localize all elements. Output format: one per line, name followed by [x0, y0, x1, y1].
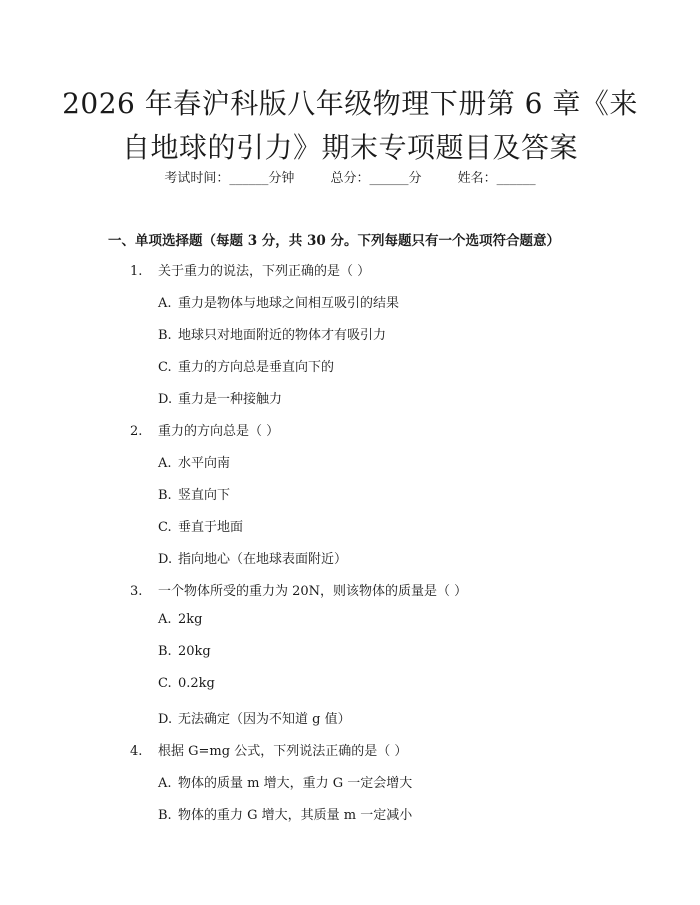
option-letter: A.: [158, 776, 172, 791]
option-text: 地球只对地面附近的物体才有吸引力: [178, 328, 387, 343]
option-letter: C.: [158, 360, 172, 375]
exam-info-row: [0, 167, 700, 186]
option-text: 水平向南: [178, 456, 231, 471]
total-score-field: 总分：______分: [330, 171, 422, 186]
document-title: 2026 年春沪科版八年级物理下册第 6 章《来自地球的引力》期末专项题目及答案: [62, 87, 638, 164]
question-text: 根据 G=mg 公式，下列说法正确的是（ ）: [158, 744, 408, 759]
option-letter: B.: [158, 328, 172, 343]
question-3: [130, 580, 467, 599]
section-heading: 一、单项选择题（每题 3 分，共 30 分。下列每题只有一个选项符合题意）: [108, 233, 560, 249]
option-text: 物体的重力 G 增大，其质量 m 一定减小: [178, 808, 413, 823]
option-1a: [158, 292, 399, 311]
option-2b: [158, 484, 230, 503]
option-2a: [158, 452, 230, 471]
option-text: 物体的质量 m 增大，重力 G 一定会增大: [178, 776, 413, 791]
option-3b: [158, 644, 211, 659]
option-text: 重力的方向总是垂直向下的: [178, 360, 335, 375]
question-text: 重力的方向总是（ ）: [158, 424, 280, 439]
option-text: 2kg: [178, 612, 203, 627]
option-letter: D.: [158, 552, 173, 567]
option-1d: [158, 388, 282, 407]
option-letter: B.: [158, 808, 172, 823]
option-2d: [158, 548, 347, 567]
question-number: 1.: [130, 264, 143, 279]
option-3c: [158, 676, 215, 691]
option-letter: A.: [158, 612, 172, 627]
student-name-field: 姓名：______: [457, 171, 536, 186]
question-1: [130, 260, 370, 279]
option-letter: B.: [158, 488, 172, 503]
option-4a: [158, 772, 412, 791]
option-letter: D.: [158, 392, 173, 407]
question-number: 3.: [130, 584, 143, 599]
option-text: 重力是一种接触力: [178, 392, 283, 407]
option-3d: [158, 708, 351, 727]
option-text: 垂直于地面: [178, 520, 244, 535]
option-1b: [158, 324, 386, 343]
option-text: 竖直向下: [178, 488, 231, 503]
option-letter: C.: [158, 520, 172, 535]
option-letter: A.: [158, 296, 172, 311]
question-text: 一个物体所受的重力为 20N，则该物体的质量是（ ）: [158, 584, 468, 599]
exam-time-field: 考试时间：______分钟: [164, 171, 295, 186]
question-4: [130, 740, 407, 759]
option-text: 无法确定（因为不知道 g 值）: [178, 712, 351, 727]
option-letter: D.: [158, 712, 173, 727]
question-text: 关于重力的说法，下列正确的是（ ）: [158, 264, 371, 279]
option-letter: B.: [158, 644, 172, 659]
option-3a: [158, 612, 202, 627]
option-text: 0.2kg: [178, 676, 215, 691]
question-number: 4.: [130, 744, 143, 759]
option-1c: [158, 356, 334, 375]
option-text: 20kg: [178, 644, 211, 659]
option-4b: [158, 804, 412, 823]
option-letter: A.: [158, 456, 172, 471]
option-letter: C.: [158, 676, 172, 691]
option-2c: [158, 516, 243, 535]
option-text: 指向地心（在地球表面附近）: [178, 552, 348, 567]
question-2: [130, 420, 279, 439]
option-text: 重力是物体与地球之间相互吸引的结果: [178, 296, 400, 311]
question-number: 2.: [130, 424, 143, 439]
